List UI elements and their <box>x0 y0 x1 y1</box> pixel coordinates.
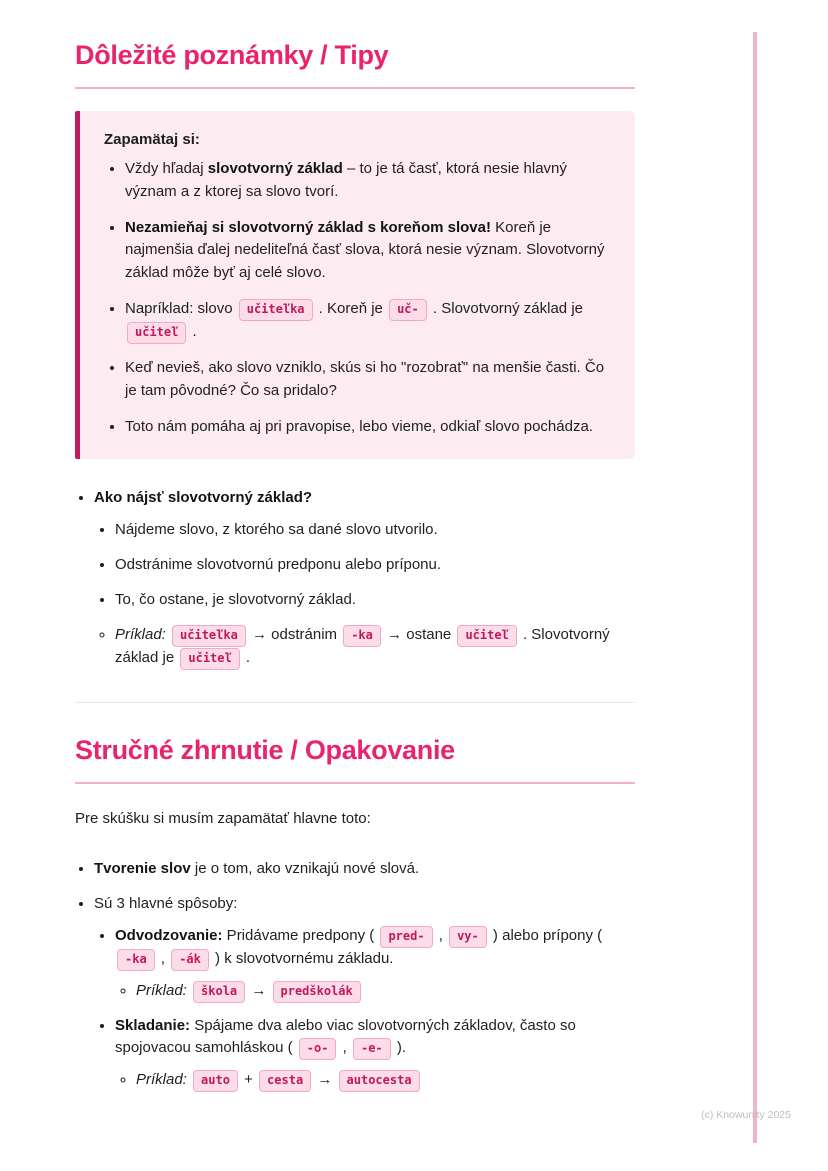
list-item <box>115 519 635 542</box>
list-item: • Nezamieňaj si slovotvorný základ s koreňom slova! Koreň je najmenšia ďalej nedeliteľná časť slova, ktorá nesie význam. Slovotvorný základ môže byť aj celé slovo. <box>125 217 609 285</box>
list-item-text: Ako nájsť slovotvorný základ? <box>94 489 313 507</box>
how-to-find-base-list <box>75 487 635 669</box>
code-chip: -e- <box>353 1038 391 1060</box>
list-item <box>115 1015 635 1093</box>
list-item: • Napríklad: slovo učiteľka . Koreň je uč- . Slovotvorný základ je učiteľ . <box>125 298 609 344</box>
code-chip: učiteľka <box>239 299 313 321</box>
callout-title: Zapamätaj si: <box>104 131 200 148</box>
code-chip: uč- <box>389 299 427 321</box>
code-chip: predškolák <box>273 981 361 1003</box>
list-item <box>115 925 635 1003</box>
list-item-text: Sú 3 hlavné spôsoby: <box>94 894 238 912</box>
copyright-watermark: (c) Knowunity 2025 <box>701 1109 791 1121</box>
list-item: • Vždy hľadaj slovotvorný základ – to je tá časť, ktorá nesie hlavný význam a z ktorej sa slovo tvorí. <box>125 158 609 204</box>
list-item-text: Príklad: škola → predškolák <box>136 982 363 999</box>
page-edge-line <box>753 32 757 1143</box>
code-chip: autocesta <box>339 1070 420 1092</box>
section-title: Dôležité poznámky / Tipy <box>75 40 635 89</box>
section-important-notes <box>75 40 635 670</box>
code-chip: -ák <box>171 949 209 971</box>
summary-intro: Pre skúšku si musím zapamätať hlavne toto: <box>75 809 371 827</box>
code-chip: učiteľ <box>180 648 239 670</box>
section-summary <box>75 735 635 1093</box>
section-title: Stručné zhrnutie / Opakovanie <box>75 735 635 784</box>
list-item-text: Odstránime slovotvornú predponu alebo príponu. <box>115 555 442 573</box>
list-item <box>115 624 635 670</box>
list-item <box>94 858 635 881</box>
list-item <box>115 554 635 577</box>
code-chip: učiteľka <box>172 625 246 647</box>
code-chip: učiteľ <box>457 625 516 647</box>
nested-list <box>94 925 635 1093</box>
list-item-text: Tvorenie slov je o tom, ako vznikajú nové slová. <box>94 860 420 878</box>
list-item-text: To, čo ostane, je slovotvorný základ. <box>115 590 356 608</box>
code-chip: -o- <box>299 1038 337 1060</box>
list-item <box>94 487 635 669</box>
code-chip: cesta <box>259 1070 311 1092</box>
note-content <box>75 40 635 1104</box>
list-item: • Keď nevieš, ako slovo vzniklo, skús si ho "rozobrať" na menšie časti. Čo je tam pôvodné? Čo sa pridalo? <box>125 357 609 403</box>
list-item <box>136 980 635 1003</box>
callout-box <box>75 111 635 459</box>
list-item: • Toto nám pomáha aj pri pravopise, lebo vieme, odkiaľ slovo pochádza. <box>125 416 609 439</box>
code-chip: -ka <box>117 949 155 971</box>
code-chip: -ka <box>343 625 381 647</box>
list-item-text: Odvodzovanie: Pridávame predpony ( pred- , vy- ) alebo prípony ( -ka , -ák ) k slovotvornému základu. <box>115 927 602 967</box>
list-item-text: Príklad: auto + cesta → autocesta <box>136 1071 422 1088</box>
nested-list <box>115 1069 635 1092</box>
code-chip: vy- <box>449 926 487 948</box>
code-chip: auto <box>193 1070 238 1092</box>
callout-list <box>104 158 609 438</box>
list-item <box>136 1069 635 1092</box>
section-divider <box>75 702 635 703</box>
nested-list <box>94 519 635 669</box>
code-chip: učiteľ <box>127 322 186 344</box>
nested-list <box>115 980 635 1003</box>
summary-list <box>75 858 635 1092</box>
code-chip: škola <box>193 981 245 1003</box>
list-item <box>115 589 635 612</box>
list-item-text: Skladanie: Spájame dva alebo viac slovotvorných základov, často so spojovacou samohláskou ( -o- , -e- ). <box>115 1017 576 1057</box>
list-item <box>94 893 635 1093</box>
list-item-text: Nájdeme slovo, z ktorého sa dané slovo utvorilo. <box>115 521 438 539</box>
list-item-text: Príklad: učiteľka → odstránim -ka → ostane učiteľ . Slovotvorný základ je učiteľ . <box>115 626 610 666</box>
code-chip: pred- <box>380 926 432 948</box>
